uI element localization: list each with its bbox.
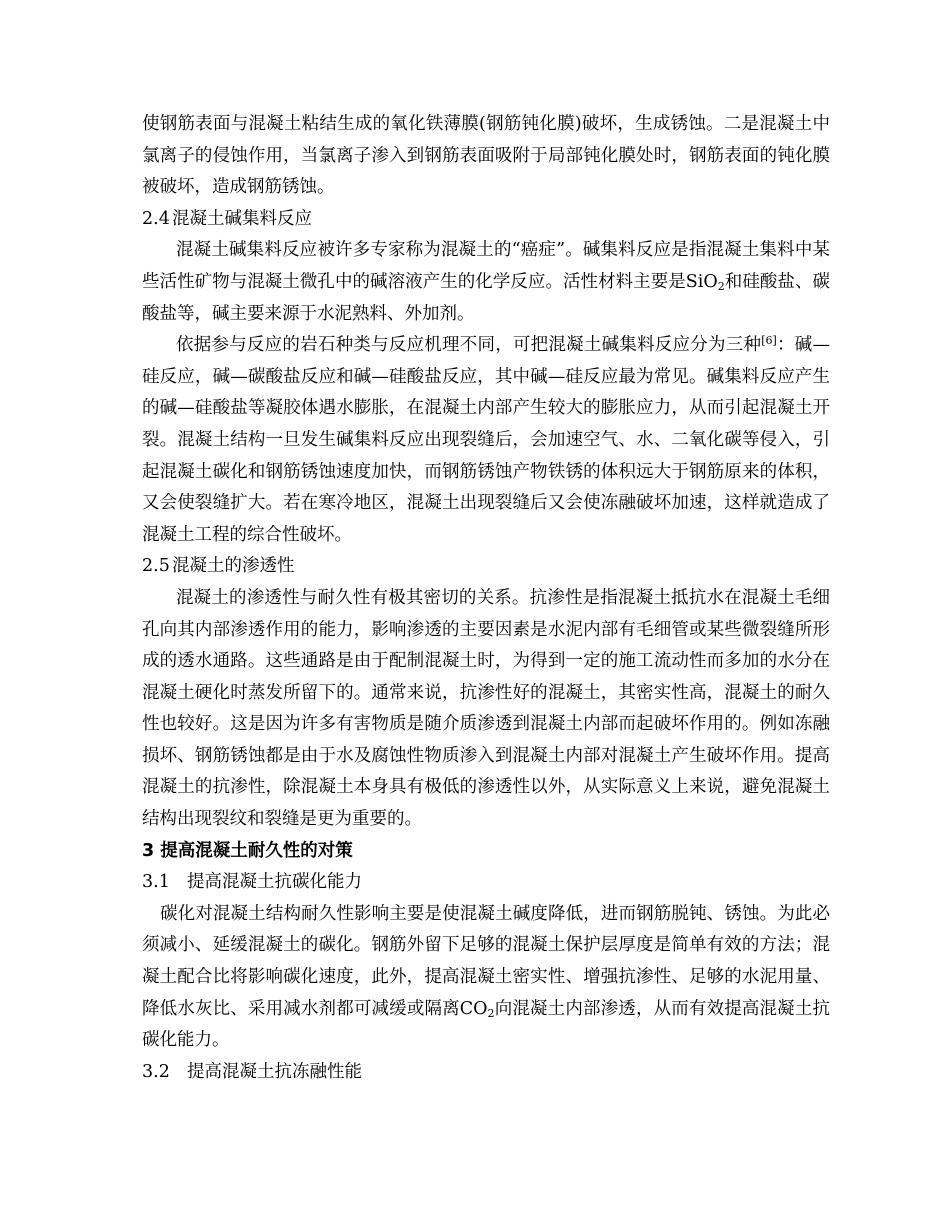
text-run: 依据参与反应的岩石种类与反应机理不同，可把混凝土碱集料反应分为三种	[176, 335, 762, 356]
section-title: 混凝土碱集料反应	[172, 208, 312, 229]
citation-reference: [6]	[761, 334, 777, 348]
paragraph-carbonation-chloride: 使钢筋表面与混凝土粘结生成的氧化铁薄膜(钢筋钝化膜)破坏，生成锈蚀。二是混凝土中氯离子的侵蚀作用，当氯离子渗入到钢筋表面吸附于局部钝化膜处时，钢筋表面的钝化膜被破坏，造成钢筋锈蚀。	[142, 114, 830, 198]
text-run: 碳化对混凝土结构耐久性影响主要是使混凝土碱度降低，进而钢筋脱钝、锈蚀。为此必须减小、延缓混凝土的碳化。钢筋外留下足够的混凝土保护层厚度是简单有效的方法；混凝土配合比将影响碳化速度，此外，提高混凝土密实性、增强抗渗性、足够的水泥用量、降低水灰比、采用减水剂都可减缓或隔离CO	[142, 903, 830, 1019]
section-number: 3.2	[142, 1061, 170, 1082]
section-number: 2.4	[142, 208, 170, 229]
chapter-heading-3: 3 提高混凝土耐久性的对策	[142, 840, 353, 861]
text-run: 和硅酸盐、碳酸盐等，碱主要来源于水泥熟料、外加剂。	[142, 271, 831, 324]
section-title: 提高混凝土抗冻融性能	[187, 1061, 362, 1082]
paragraph-alkali-aggregate-types	[142, 330, 830, 551]
section-heading-3-2	[142, 1057, 830, 1089]
section-title: 提高混凝土抗碳化能力	[187, 872, 362, 893]
subscript: 2	[487, 1006, 495, 1020]
paragraph-anti-carbonation	[142, 899, 830, 1057]
section-title: 混凝土的渗透性	[172, 556, 295, 577]
section-number: 3.1	[142, 872, 170, 893]
subscript: 2	[717, 279, 725, 293]
paragraph-permeability: 混凝土的渗透性与耐久性有极其密切的关系。抗渗性是指混凝土抵抗水在混凝土毛细孔向其内部渗透作用的能力，影响渗透的主要因素是水泥内部有毛细管或某些微裂缝所形成的透水通路。这些通路是由于配制混凝土时，为得到一定的施工流动性而多加的水分在混凝土硬化时蒸发所留下的。通常来说，抗渗性好的混凝土，其密实性高，混凝土的耐久性也较好。这是因为许多有害物质是随介质渗透到混凝土内部而起破坏作用的。例如冻融损坏、钢筋锈蚀都是由于水及腐蚀性物质渗入到混凝土内部对混凝土产生破坏作用。提高混凝土的抗渗性，除混凝土本身具有极低的渗透性以外，从实际意义上来说，避免混凝土结构出现裂纹和裂缝是更为重要的。	[142, 587, 830, 830]
section-heading-2-4	[142, 204, 830, 236]
paragraph-alkali-aggregate-intro	[142, 235, 830, 330]
text-run: ：碱—硅反应，碱—碳酸盐反应和碱—硅酸盐反应，其中碱—硅反应最为常见。碱集料反应产生的碱—硅酸盐等凝胶体遇水膨胀，在混凝土内部产生较大的膨胀应力，从而引起混凝土开裂。混凝土结构一旦发生碱集料反应出现裂缝后，会加速空气、水、二氧化碳等侵入，引起混凝土碳化和钢筋锈蚀速度加快，而钢筋锈蚀产物铁锈的体积远大于钢筋原来的体积，又会使裂缝扩大。若在寒冷地区，混凝土出现裂缝后又会使冻融破坏加速，这样就造成了混凝土工程的综合性破坏。	[142, 335, 830, 545]
section-number: 2.5	[142, 556, 170, 577]
text-run: 混凝土碱集料反应被许多专家称为混凝土的“癌症”。碱集料反应是指混凝土集料中某些活性矿物与混凝土微孔中的碱溶液产生的化学反应。活性材料主要是SiO	[142, 240, 830, 292]
text-run: 向混凝土内部渗透，从而有效提高混凝土抗碳化能力。	[142, 998, 830, 1051]
section-heading-3-1	[142, 867, 830, 899]
section-heading-2-5	[142, 551, 830, 583]
